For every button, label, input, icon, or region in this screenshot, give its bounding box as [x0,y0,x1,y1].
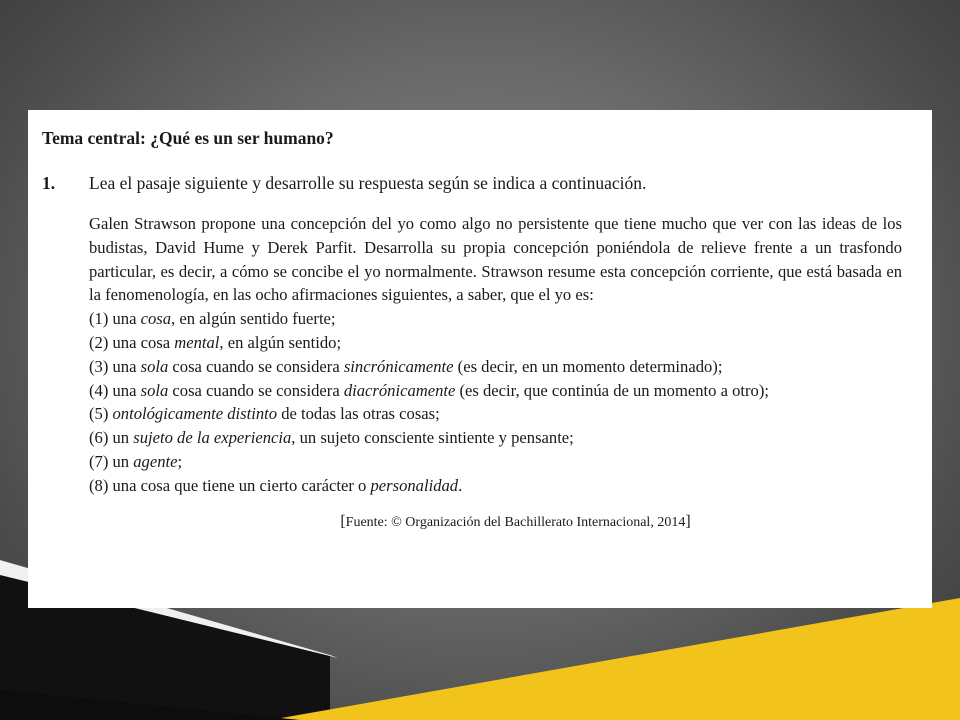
yellow-diagonal-band [270,598,960,720]
list-item: (7) un agente; [89,451,183,471]
list-item: (5) ontológicamente distinto de todas las otras cosas; [89,404,440,424]
list-item: (3) una sola cosa cuando se considera sincrónicamente (es decir, en un momento determinado); [89,356,723,376]
document-card [28,110,932,608]
passage-text: Galen Strawson propone una concepción del yo como algo no persistente que tiene mucho que ver con las ideas de los budistas, David Hume y Derek Parfit. Desarrolla su propia concepción poniéndola de relieve frente a un trasfondo particular, es decir, a cómo se concibe el yo normalmente. Strawson resume esta concepción corriente, que está basada en la fenomenología, en las ocho afirmaciones siguientes, a saber, que el yo es: [89,214,902,305]
list-item: (6) un sujeto de la experiencia, un sujeto consciente sintiente y pensante; [89,428,574,448]
document-title: Tema central: ¿Qué es un ser humano? [42,128,334,148]
question-body [89,171,902,533]
list-item: (8) una cosa que tiene un cierto carácter o personalidad. [89,475,463,495]
list-item: (4) una sola cosa cuando se considera diacrónicamente (es decir, que continúa de un momento a otro); [89,380,769,400]
question-number: 1. [42,173,56,193]
claims-list [89,307,902,497]
list-item: (1) una cosa, en algún sentido fuerte; [89,309,336,329]
list-item: (2) una cosa mental, en algún sentido; [89,332,342,352]
question-prompt: Lea el pasaje siguiente y desarrolle su respuesta según se indica a continuación. [89,173,647,193]
question-block [42,171,902,533]
source-citation: [Fuente: © Organización del Bachillerato Internacional, 2014] [340,512,691,530]
